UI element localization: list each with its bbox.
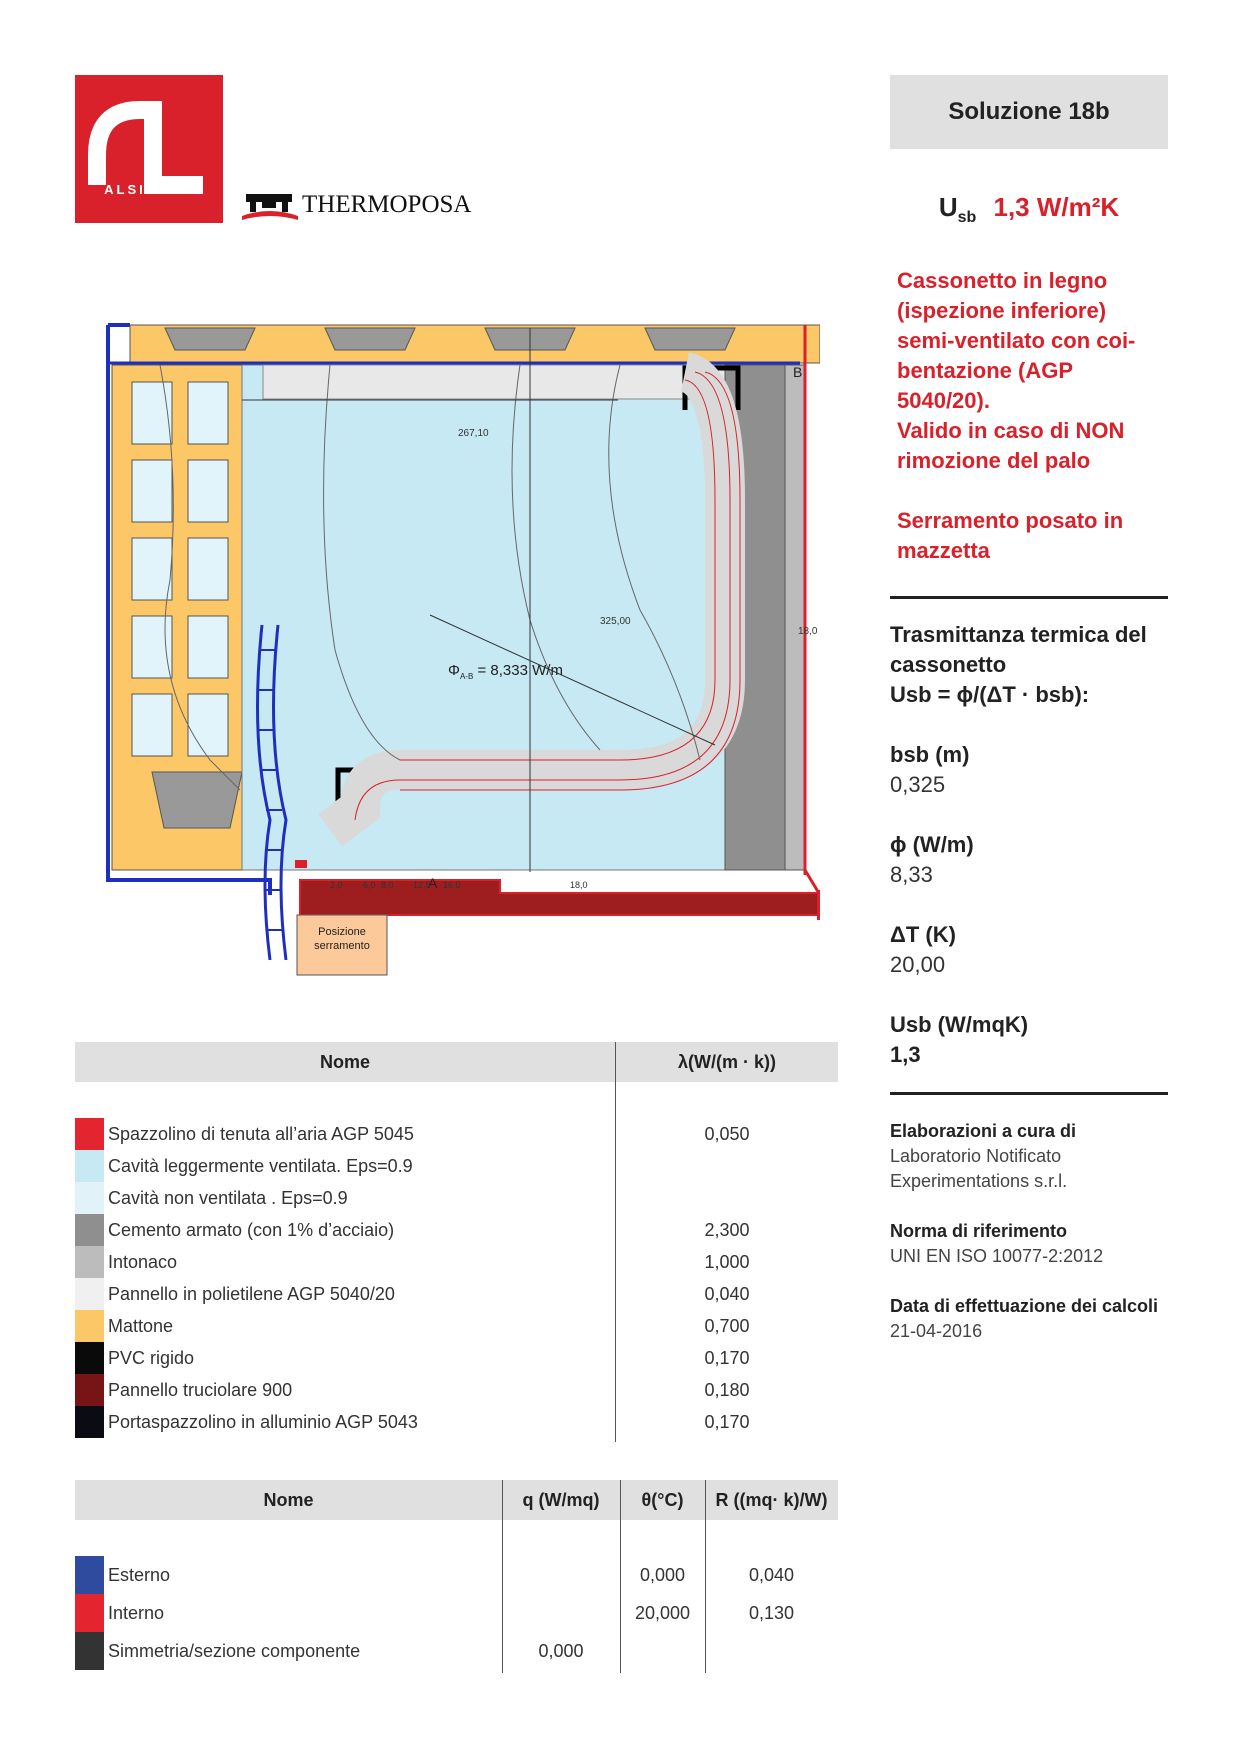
table-row	[75, 1374, 838, 1406]
material-swatch	[75, 1118, 104, 1150]
boundary-col-q: q (W/mq)	[522, 1490, 600, 1510]
material-name: Mattone	[108, 1316, 174, 1336]
table-row	[75, 1406, 838, 1438]
thermoposa-logo	[242, 190, 482, 224]
materials-table-header	[75, 1042, 838, 1082]
materials-col-name: Nome	[319, 1052, 370, 1072]
dim-bottom-5: 16,0	[443, 880, 461, 890]
usb-letter: U	[938, 192, 958, 222]
elab-value-1: Laboratorio Notificato	[890, 1146, 1062, 1166]
thermoposa-mark-icon	[242, 192, 298, 222]
table-row	[75, 1246, 838, 1278]
material-swatch	[75, 1214, 104, 1246]
divider-bottom	[890, 1092, 1168, 1095]
dim-bottom-1: 2,0	[330, 880, 343, 890]
material-lambda: 1,000	[704, 1252, 750, 1272]
usb-heading	[890, 192, 1168, 227]
phi-annotation	[448, 662, 563, 681]
boundary-col-name: Nome	[263, 1490, 314, 1510]
alsistem-logo	[75, 75, 223, 223]
trasmittanza-title-2: cassonetto	[890, 652, 1007, 677]
boundary-r: 0,130	[748, 1603, 795, 1623]
usb-result-value: 1,3	[890, 1042, 921, 1067]
trasmittanza-title-1: Trasmittanza termica del	[890, 622, 1147, 647]
dim-bottom-6: 18,0	[570, 880, 588, 890]
usb-sub: sb	[957, 209, 977, 227]
table-row	[75, 1214, 838, 1246]
usb-label	[938, 192, 977, 227]
phi-value: 8,33	[890, 862, 933, 887]
material-lambda: 2,300	[704, 1220, 750, 1240]
dim-height: 325,00	[600, 616, 631, 627]
dim-bottom-3: 8,0	[381, 880, 394, 890]
elab-value-2: Experimentations s.r.l.	[890, 1171, 1068, 1191]
material-name: Cavità non ventilata . Eps=0.9	[108, 1188, 348, 1208]
materials-col-lambda: λ(W/(m · k))	[678, 1052, 776, 1072]
elab-label: Elaborazioni a cura di	[890, 1121, 1077, 1141]
phi-symbol: Φ	[448, 662, 460, 679]
boundary-swatch	[75, 1594, 104, 1632]
window-label-2: serramento	[314, 940, 370, 952]
trasmittanza-formula: Usb = ϕ/(ΔT · bsb):	[890, 682, 1090, 707]
material-name: PVC rigido	[108, 1348, 195, 1368]
material-swatch	[75, 1182, 104, 1214]
boundary-col-r: R ((mq· k)/W)	[715, 1490, 828, 1510]
material-swatch	[75, 1278, 104, 1310]
material-name: Pannello in polietilene AGP 5040/20	[108, 1284, 395, 1304]
solution-title: Soluzione 18b	[890, 75, 1168, 149]
boundary-name: Esterno	[108, 1565, 171, 1585]
material-swatch	[75, 1246, 104, 1278]
boundary-table-header	[75, 1480, 838, 1520]
material-swatch	[75, 1374, 104, 1406]
phi-label: ϕ (W/m)	[890, 832, 974, 857]
material-name: Cemento armato (con 1% d’acciaio)	[108, 1220, 395, 1240]
cavity	[242, 365, 780, 870]
data-label: Data di effettuazione dei calcoli	[890, 1296, 1159, 1316]
table-row	[75, 1594, 838, 1632]
norma-label: Norma di riferimento	[890, 1221, 1068, 1241]
window-position-label	[297, 925, 387, 953]
material-lambda: 0,700	[704, 1316, 750, 1336]
window-label-1: Posizione	[318, 926, 366, 938]
table-row	[75, 1182, 838, 1214]
material-lambda: 0,170	[704, 1412, 750, 1432]
bsb-label: bsb (m)	[890, 742, 970, 767]
boundary-theta: 0,000	[639, 1565, 686, 1585]
table-row	[75, 1632, 838, 1670]
boundary-name: Simmetria/sezione componente	[108, 1641, 361, 1661]
boundary-r: 0,040	[748, 1565, 795, 1585]
alsistem-label: ALSISTEM	[104, 182, 194, 197]
material-lambda: 0,040	[704, 1284, 750, 1304]
material-lambda: 0,050	[704, 1124, 750, 1144]
alsistem-mark-icon	[75, 75, 223, 223]
phi-sub: A-B	[459, 672, 474, 681]
boundary-q: 0,000	[538, 1641, 584, 1661]
material-lambda: 0,170	[704, 1348, 750, 1368]
material-lambda: 0,180	[704, 1380, 750, 1400]
dim-side: 18,0	[798, 626, 818, 637]
material-swatch	[75, 1310, 104, 1342]
dim-width: 267,10	[458, 428, 489, 439]
table-row	[75, 1310, 838, 1342]
section-drawing	[100, 320, 820, 1000]
thermoposa-label: THERMOPOSA	[302, 191, 472, 218]
boundary-theta: 20,000	[634, 1603, 691, 1623]
dt-value: 20,00	[890, 952, 946, 977]
description-1: Cassonetto in legno (ispezione inferiore) semi-ventilato con coi-bentazione (AGP 5040/20).	[897, 268, 1136, 413]
point-a: A	[428, 875, 438, 891]
table-row	[75, 1556, 838, 1594]
data-value: 21-04-2016	[890, 1321, 983, 1341]
material-swatch	[75, 1150, 104, 1182]
dim-bottom-4: 12,5	[413, 880, 431, 890]
divider-top	[890, 596, 1168, 599]
table-row	[75, 1278, 838, 1310]
dt-label: ΔT (K)	[890, 922, 956, 947]
material-name: Cavità leggermente ventilata. Eps=0.9	[108, 1156, 413, 1176]
material-swatch	[75, 1406, 104, 1438]
boundary-swatch	[75, 1632, 104, 1670]
phi-annotation-value: = 8,333 W/m	[477, 662, 563, 679]
material-swatch	[75, 1342, 104, 1374]
point-b: B	[793, 364, 803, 380]
description-3: Serramento posato in mazzetta	[897, 508, 1124, 563]
material-name: Intonaco	[108, 1252, 178, 1272]
dim-bottom-2: 6,0	[363, 880, 376, 890]
bsb-value: 0,325	[890, 772, 946, 797]
usb-result-label: Usb (W/mqK)	[890, 1012, 1029, 1037]
boundary-name: Interno	[108, 1603, 165, 1623]
boundary-col-theta: θ(°C)	[641, 1490, 684, 1510]
usb-value: 1,3 W/m²K	[993, 192, 1120, 222]
table-row	[75, 1342, 838, 1374]
table-row	[75, 1150, 838, 1182]
norma-value: UNI EN ISO 10077-2:2012	[890, 1246, 1104, 1266]
boundary-swatch	[75, 1556, 104, 1594]
material-name: Portaspazzolino in alluminio AGP 5043	[108, 1412, 418, 1432]
description-2: Valido in caso di NON rimozione del palo	[897, 418, 1125, 473]
material-name: Spazzolino di tenuta all’aria AGP 5045	[108, 1124, 414, 1144]
table-row	[75, 1118, 838, 1150]
chipboard-base	[300, 880, 820, 915]
material-name: Pannello truciolare 900	[108, 1380, 293, 1400]
